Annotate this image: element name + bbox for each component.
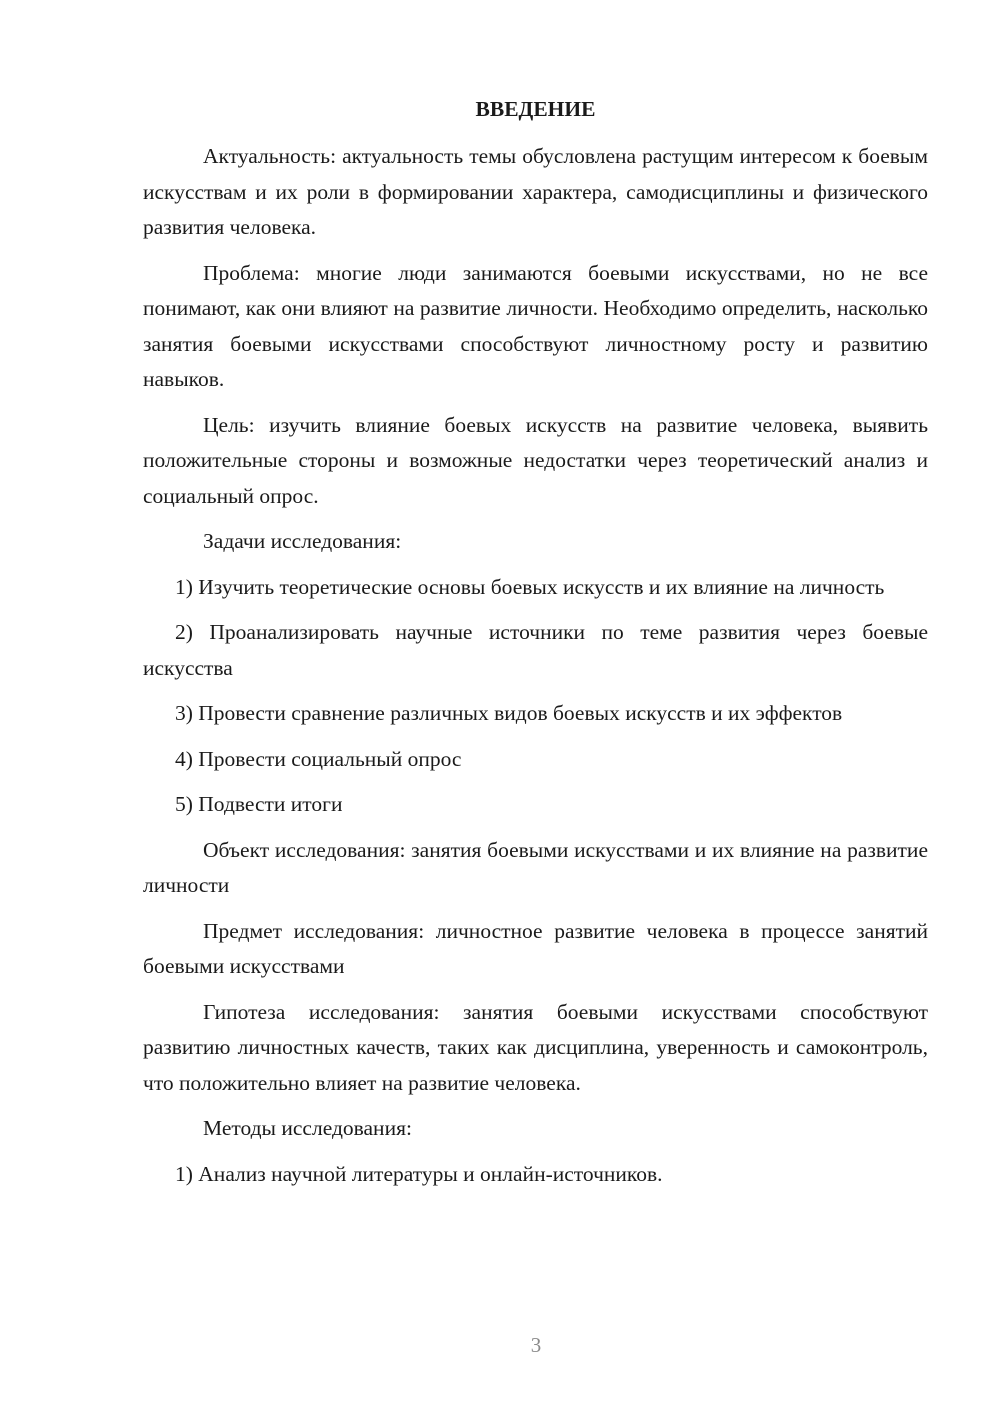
problem-paragraph: Проблема: многие люди занимаются боевыми искусствами, но не все понимают, как они влияют на развитие личности. Необходимо определить, насколько занятия боевыми искусствами способствуют личностному росту и развитию навыков.: [143, 260, 928, 391]
page-number: 3: [530, 1333, 542, 1357]
relevance-paragraph: Актуальность: актуальность темы обусловлена растущим интересом к боевым искусствам и их роли в формировании характера, самодисциплины и физического развития человека.: [143, 144, 928, 239]
hypothesis-paragraph: Гипотеза исследования: занятия боевыми искусствами способствуют развитию личностных качеств, таких как дисциплина, уверенность и самоконтроль, что положительно влияет на развитие человека.: [143, 999, 928, 1095]
task-item: 1) Изучить теоретические основы боевых искусств и их влияние на личность: [175, 574, 885, 599]
object-paragraph: Объект исследования: занятия боевыми искусствами и их влияние на развитие личности: [143, 837, 928, 897]
task-item: 5) Подвести итоги: [175, 792, 343, 816]
goal-paragraph: Цель: изучить влияние боевых искусств на развитие человека, выявить положительные стороны и возможные недостатки через теоретический анализ и социальный опрос.: [143, 412, 928, 508]
task-item: 3) Провести сравнение различных видов боевых искусств и их эффектов: [175, 701, 843, 725]
method-item: 1) Анализ научной литературы и онлайн-источников.: [175, 1161, 663, 1186]
subject-paragraph: Предмет исследования: личностное развитие человека в процессе занятий боевыми искусствами: [143, 918, 928, 978]
page-content: [143, 94, 928, 1202]
task-item: 4) Провести социальный опрос: [175, 746, 462, 771]
section-title: ВВЕДЕНИЕ: [475, 97, 596, 121]
task-item: 2) Проанализировать научные источники по теме развития через боевые искусства: [143, 620, 928, 680]
tasks-heading: Задачи исследования:: [203, 529, 402, 553]
methods-heading: Методы исследования:: [203, 1116, 412, 1140]
